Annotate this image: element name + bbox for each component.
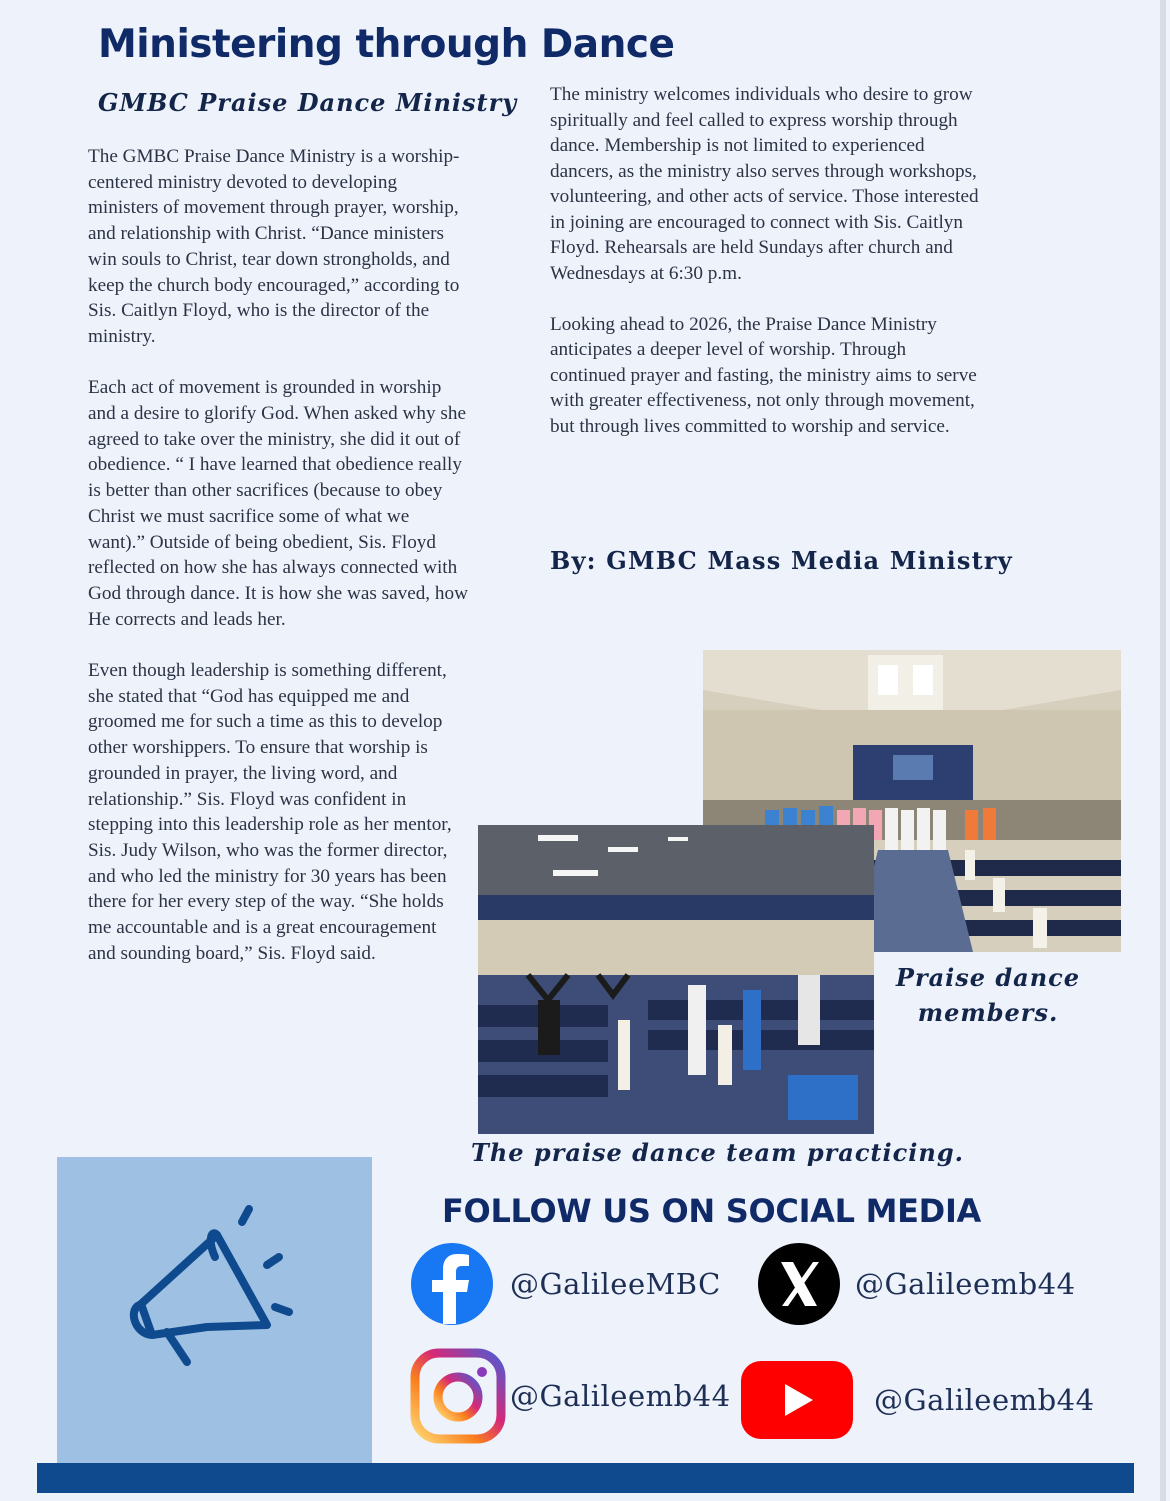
article-paragraph: Looking ahead to 2026, the Praise Dance Ministry anticipates a deeper level of worship. Through continued prayer and fasting, the ministry aims to serve with greater effectiveness, not only through movement, but through lives committed to worship and service.	[550, 313, 977, 437]
youtube-link[interactable]	[740, 1360, 1095, 1440]
megaphone-icon	[57, 1157, 372, 1465]
practice-caption: The praise dance team practicing.	[471, 1138, 964, 1167]
youtube-icon	[740, 1360, 854, 1440]
article-paragraph: Even though leadership is something different, she stated that “God has equipped me and groomed me for such a time as this to develop other worshippers. To ensure that worship is grounded in prayer, the living word, and relationship.” Sis. Floyd was confident in stepping into this leadership role as her mentor, Sis. Judy Wilson, who was the former director, and who led the ministry for 30 years has been there for her every step of the way. “She holds me accountable and is a great encouragement and sounding board,” Sis. Floyd said.	[88, 660, 452, 964]
instagram-icon	[410, 1348, 506, 1444]
megaphone-panel	[57, 1157, 372, 1465]
article-column-right	[550, 82, 980, 465]
article-column-left	[88, 144, 468, 992]
members-caption: Praise dance members.	[895, 963, 1081, 1027]
article-paragraph: The ministry welcomes individuals who desire to grow spiritually and feel called to express worship through dance. Membership is not limited to experienced dancers, as the ministry also serves through workshops, volunteering, and other acts of service. Those interested in joining are encouraged to connect with Sis. Caitlyn Floyd. Rehearsals are held Sundays after church and Wednesdays at 6:30 p.m.	[550, 84, 979, 284]
x-handle: @Galileemb44	[855, 1267, 1076, 1301]
byline: By: GMBC Mass Media Ministry	[550, 546, 1013, 575]
footer-bar	[37, 1463, 1134, 1493]
x-icon	[757, 1242, 841, 1326]
article-paragraph: Each act of movement is grounded in worship and a desire to glorify God. When asked why she agreed to take over the ministry, she did it out of obedience. “ I have learned that obedience really is better than other sacrifices (because to obey Christ we must sacrifice some of what we want).” Outside of being obedient, Sis. Floyd reflected on how she has always connected with God through dance. It is how she was saved, how He corrects and leads her.	[88, 377, 468, 630]
facebook-link[interactable]	[410, 1242, 721, 1326]
section-subtitle: GMBC Praise Dance Ministry	[98, 88, 518, 117]
practice-photo	[478, 825, 874, 1134]
practice-scene	[478, 825, 874, 1134]
instagram-handle: @Galileemb44	[510, 1379, 731, 1413]
page-title: Ministering through Dance	[98, 22, 675, 67]
youtube-handle: @Galileemb44	[874, 1383, 1095, 1417]
facebook-icon	[410, 1242, 494, 1326]
instagram-link[interactable]	[410, 1348, 731, 1444]
article-paragraph: The GMBC Praise Dance Ministry is a worship-centered ministry devoted to developing ministers of movement through prayer, worship, and relationship with Christ. “Dance ministers win souls to Christ, tear down strongholds, and keep the church body encouraged,” according to Sis. Caitlyn Floyd, who is the director of the ministry.	[88, 146, 460, 347]
x-link[interactable]	[757, 1242, 1076, 1326]
facebook-handle: @GalileeMBC	[510, 1267, 721, 1301]
social-heading: FOLLOW US ON SOCIAL MEDIA	[442, 1192, 982, 1230]
